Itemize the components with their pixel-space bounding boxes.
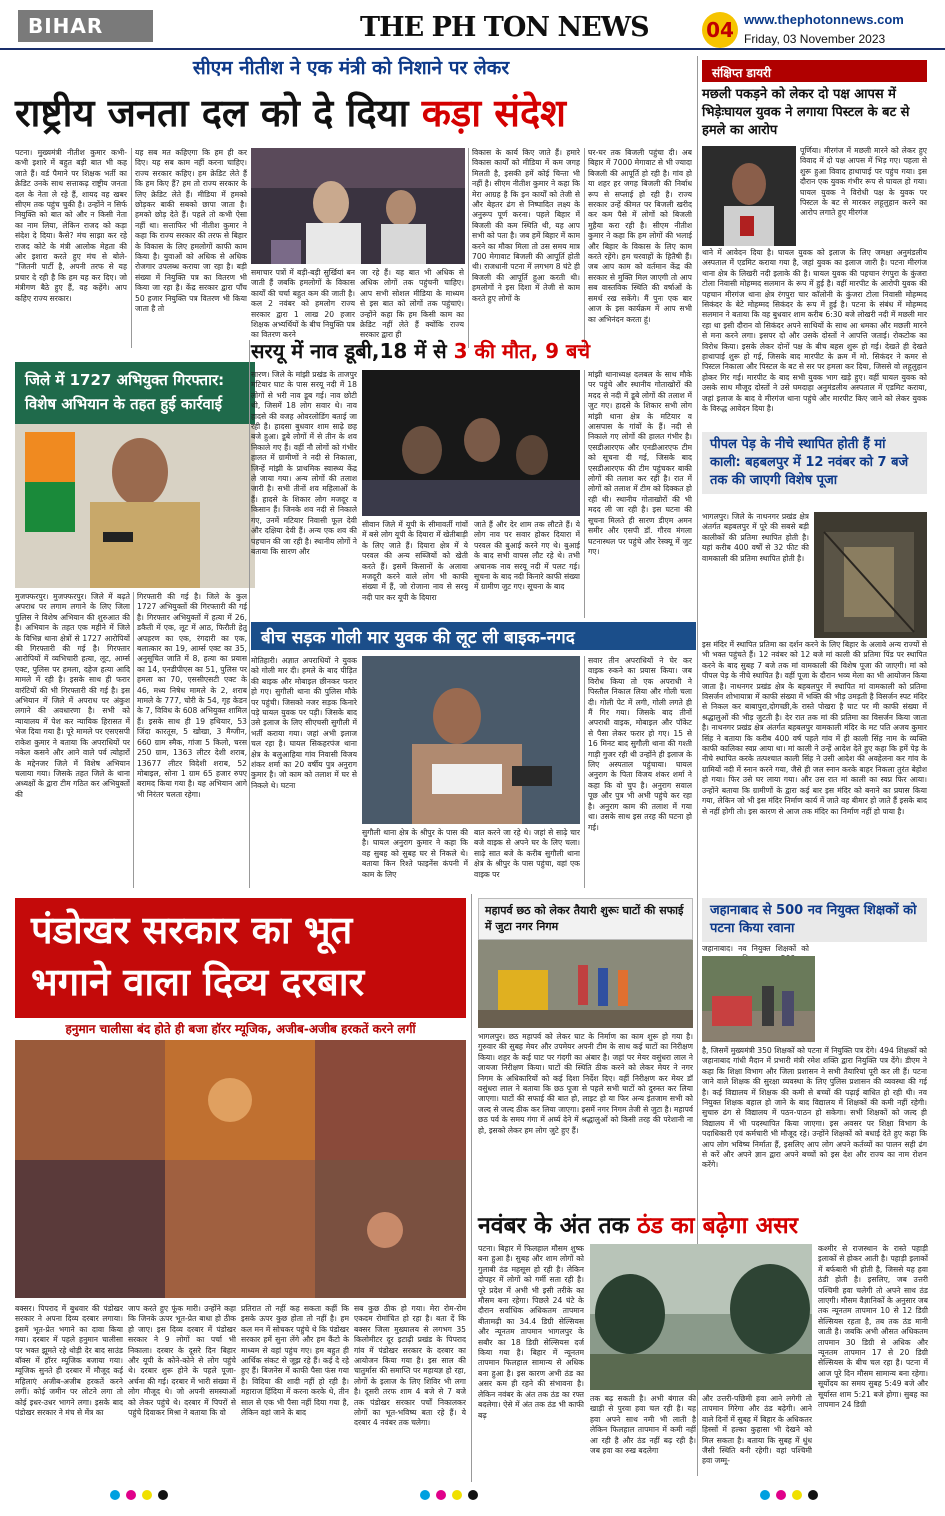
kali-temple-photo: [814, 512, 927, 638]
nitish-photo: [251, 148, 465, 264]
darbar-banner: [15, 898, 466, 1036]
darbar-photo-collage: [15, 1040, 466, 1298]
injured-youth-photo: [702, 146, 796, 246]
teachers-bus-photo: [702, 956, 815, 1042]
winter-column-1: पटना। बिहार में फिलहाल मौसम शुष्क बना हुआ है। सुबह और शाम लोगों को गुलाबी ठंड महसूस हो रही है। लेकिन दोपहर में लोगों को गर्मी सता रही है। पूरे प्रदेश में अभी भी इसी तरीके का मौसम बना रहेगा। पिछले 24 घंटे के दौरान सर्वाधिक अधिकतम तापमान बीतामढ़ी का 34.4 डिग्री सेल्सियस और न्यूनतम तापमान भागलपुर के सबौर का 18 डिग्री सेल्सियस दर्ज किया गया है। बिहार में न्यूनतम तापमान फिलहाल सामान्य से अधिक बना हुआ है। इस कारण अभी ठंड का असर कम ही रहने की संभावना है। लेकिन नवंबर के अंत तक ठंड का रफ्त बदलेगा। ऐसे में अंत तक ठंड भी काफी बढ़: [478, 1244, 584, 1420]
story2-headline-line2: विशेष अभियान के तहत हुई कार्रवाई: [25, 395, 223, 413]
story2-headline-line1: जिले में 1727 अभियुक्त गिरफ्तार:: [25, 371, 225, 389]
winter-column-5: कश्मीर से राजस्थान के रास्ते पहाड़ी इलाकों से होकर आती है। पहाड़ी इलाकों में बर्फबारी भी होती है, जिससे यह हवा ठंडी होती है। इसलिए, जब उत्तरी पश्चिमी हवा चलेगी तो अपने साथ ठंड लाएगी। मौसम वैज्ञानिकों के अनुसार जब तक न्यूनतम तापमान 10 से 12 डिग्री सेल्सियस रहता है, तब तक ठंड मानी जाती है। जबकि अभी औसत अधिकतम तापमान 30 डिग्री से अधिक और न्यूनतम तापमान 17 से 20 डिग्री सेल्सियस के बीच चल रहा है। पटना में आज पूरे दिन मौसम सामान्य बना रहेगा। सूर्योदय का समय सुबह 5:49 बजे और सूर्यास्त शाम 5:21 बजे होगा। सुबह का तापमान 24 डिग्री: [818, 1244, 928, 1410]
section-tag: BIHAR: [18, 10, 153, 42]
shooting-column-4: सवार तीन अपराधियों ने घेर कर वाइक रुकने का प्रयास किया। जब विरोध किया तो एक अपराधी ने पिस्तौल निकाल लिया और गोली चला दी। गोली पेट में लगी, गोली लगते ही मैं गिर गया। जिसके बाद तीनों अपराधी वाइक, मोबाइल और पॉकेट से पैसा लेकर फरार हो गए। 15 से 16 मिनट बाद सुगौली थाना की गश्ती गाड़ी गुजर रही थी उन्होंने ही इलाज के लिए अस्पताल पहुंचाया। घायल अनुराग के पिता विजय शंकर शर्मा ने कहा कि वो चुप है। अनुराग सवाल पूछ और पुत्र भी अभी पहुंचे कर रहा है। अनुराग काम की तलाश में गया था। उसके साथ इस तरह की घटना हो गई।: [588, 656, 692, 832]
shooting-column-2: सुगौली थाना क्षेत्र के श्रीपुर के पास की है। घायल अनुराग कुमार ने कहा कि वह सुबह को सुबह घर से निकले थे। बताया किन रिश्ते फाइनेंस कंपनी में काम के लिए: [362, 828, 468, 879]
boat-column-1: सारण। जिले के मांझी प्रखंड के ताजपुर मटियार घाट के पास सरयू नदी में 18 लोगों से भरी नाव डूब गई। नाव छोटी थी, जिसमें 18 लोग सवार थे। नाव हादसे की वजह ओवरलोडिंग बताई जा रही है। हादसा बुधवार शाम साढ़े छह बजे हुआ। डूबे लोगों में से तीन के शव निकाले गए हैं। वहीं नौ लोगों को गंभीर हालत में ग्रामीणों ने नदी से निकाला, जिन्हें मांझी के प्राथमिक स्वास्थ्य केंद्र ले जाया गया। अन्य लोगों की तलाश जारी है। सभी तीनों शव महिलाओं के हैं। हादसे के शिकार लोग मजदूर व किसान हैं। जिनके शव नदी से निकाले गए, उनमें मटियार निवासी फूल देवी और दक्षिया देवी हैं। अन्य एक शव की पहचान की जा रही है। स्थानीय लोगों ने बताया कि सारण और: [251, 370, 357, 556]
darbar-column-2: जाप करते हुए फूंक मारी। उन्होंने कहा कि जिनके ऊपर भूत-प्रेत बाधा हो ठीक हो जाए। इस दिव्य दरबार में पंडोखर सरकार ने 9 लोगों का पर्चा भी निकाला। दरबार के दूसरे दिन बिहार और यूपी के कोने-कोने से लोग पहुंचे थे। दरबार शुरू होने के पहले पूजा-अर्चना की गई। दरबार में भारी संख्या में लोग मौजूद थे। जो अपनी समस्याओं को लेकर पहुंचे थे। दरबार में पिपरों से पहुंचे दिवाकर मिश्रा ने बताया कि वो: [128, 1304, 236, 1418]
injured-victim-photo: [362, 656, 580, 824]
story1-kicker: सीएम नीतीश ने एक मंत्री को निशाने पर लेकर: [192, 57, 510, 79]
brief2-text-b: इस मंदिर में स्थापित प्रतिमा का दर्शन करने के लिए बिहार के अलावे अन्य राज्यों से भी भक्त पहुंचते हैं। 12 नवंबर को 12 बजे मां काली की प्रतिमा पिंड पर स्थापित करने के बाद सुबह 7 बजे तक मां वामकाली की विशेष पूजा की जाएगी। मां को पीपल पेड़ के नीचे स्थापित है। वहीं पूजा के दौरान भव्य मेला का भी आयोजन किया जाता है। नाथनगर प्रखंड क्षेत्र के बहबलपुर में स्थापित मां वामकाली को प्रतिमा विसर्जन शोभायात्रा में काफी संख्या में भक्ति की भीड़ उमड़ती है विसर्जन स्पट मंदिर से निकल कर बाबापुरा,दोगच्छी,के रास्ते पोखरा है घाट पर मी काफी संख्या में श्रद्धालुओं की भीड़ जुटती है। देर रात तक मां की प्रतिमा का विसर्जन किया जाता है। नाथनगर प्रखंड क्षेत्र अंतर्गत बहबलपुर वामकाली मंदिर के मट पति अजय कुमार सिंह ने बताया कि करीब 400 वर्ष पहले गांव में ही काली सिंह नाम के व्यक्ति काफी कालिका स्वप्न आया था। मां काली ने उन्हें आदेश देते हुए कहा कि हमें पेड़ के नीचे स्थापित करके तत्पश्चात काली सिंह ने उसी आदेश की अवहेलना कर गांव के ग्रामियों नदी में स्नान करने गया, जैसे ही जल स्नान करके बाहर निकला तुरंत बेहोश हो गया। फिर उसे घर लाया गया। और उस रात मां काली का स्वप्न फिर आया। उन्होंने बताया कि ग्रामीणों के द्वारा कई बार इस मंदिर को बनाने का प्रयास किया गया, लेकिन जो भी इस मंदिर निर्माण कार्य में जाते वह बीमार हो जाते हैं इसके बाद से नहीं होगी तो। इस कारण से आज तक मंदिर का निर्माण नहीं हो पाया है।: [702, 640, 927, 816]
shooting-column-1: मोतिहारी। अज्ञात अपराधियों ने युवक को गोली मार दी। हमले के बाद पीड़ित की बाइक और मोबाइल छीनकर फरार हो गए। सुगौली थाना की पुलिस मौके पर पहुंची। जिसको नजर सड़क किनारे पड़े घायल युवक पर पड़ी। जिसके बाद उसे इलाज के लिए सीएचसी सुगौली में भर्ती कराया गया। जहां अभी इलाज चल रहा है। घायल सिकहरपंज थाना क्षेत्र के बलुआहिया गांव निवासी विजय शंकर शर्मा का 20 वर्षीय पुत्र अनुराग कुमार है। जो काम को तलाश में घर से निकले थे। घटना: [251, 656, 357, 790]
boat-column-2: सीवान जिले में यूपी के सीमावर्ती गांवों में बसे लोग यूपी के दियारा में खेतीबाड़ी के लिए जाते हैं। दियारा क्षेत्र में ये परवल की अन्य सब्जियों को खेती करते हैं। इसमें किसानों के अलावा मजदूरी करने वाले लोग भी काफी संख्या में हैं, जो रोजाना नाव से सरयू नदी पार कर यूपी के दियारा: [362, 520, 468, 602]
winter-headline-red: ठंड का बढ़ेगा असर: [637, 1213, 799, 1239]
winter-column-4: और उत्तरी-पछिमी हवा आने लगेगी तो तापमान गिरेगा और ठंड बढ़ेगी। आने वाले दिनों में सुबह में बिहार के अधिकतर हिस्सों में हल्का कुहासा भी देखने को मिल सकता है। बताया कि सुबह में धुंध जैसी स्थिति बनी रहेगी। वहां पश्चिमी हवा जम्मू-: [702, 1394, 812, 1466]
story1-column-4: जा रहे हैं। यह बात भी अधिक से अधिक लोगों तक पहुंचनी चाहिए। आप सभी सोशल मीडिया के माध्यम से इस बात को लोगों तक पहुंचाएं। उन्होंने कहा कि हम किसी काम का क्रेडिट नहीं लेते हैं क्योंकि राज्य सरकार द्वारा ही: [360, 268, 464, 340]
story1-headline: [15, 86, 693, 138]
darbar-column-4: सब कुछ ठीक हो गया। मेरा रोम-रोम एकदम रोमांचित हो रहा है। बता दें कि बक्सर जिला मुख्यालय से लगभग 35 किलोमीटर दूर इटाढ़ी प्रखंड के पिपराद गांव में पंडोखर सरकार के दरबार का आयोजन किया गया है। इस साल की चातुर्मास की समाप्ति पर महायज्ञ हो रहा, लोगों के इलाज के लिए शिविर भी लगा है। दूसरी तरफ शाम 4 बजे से 7 बजे तक पंडोखर सरकार पर्चों निकालकर लोगों का भूत-भविष्य बता रहे हैं। ये दरबार 4 नवंबर तक चलेगा।: [354, 1304, 466, 1428]
story1-column-1: पटना। मुख्यमंत्री नीतीश कुमार कभी-कभी इशारे में बहुत बड़ी बात भी कह जाते हैं। वर्ड पैमाने पर शिक्षक भर्ती का क्रेडिट उनके साथ सत्ताकढ़ राष्ट्रीय जनता दल के नेता ले रहे हैं, शायद वह खबर सीएम तक पहुंच चुकी है। उन्होंने न सिर्फ नियुक्ति को बात को और न किसी नेता का नाम लिया, लेकिन राजद को कड़ा संदेश दे दिया। कैसे? मंच साझा कर रहे राजद कोटे के मंत्री आलोक मेहता की ओर इशारा करते हुए मंच से बोले- "जितनी पार्टी है, अपनी तरफ से यह प्रचार दे रही है कि हम यह कर दिए। जो मंत्रीगण बैठे हुए हैं, वह कहेंगे। आप कहिए राज्य सरकार।: [15, 148, 127, 303]
story1-headline-black: राष्ट्रीय जनता दल को दे दिया: [15, 90, 409, 135]
darbar-headline-line2: भगाने वाला दिव्य दरबार: [31, 960, 365, 1004]
registration-marks-right: [760, 1490, 818, 1500]
brief1-headline: मछली पकड़ने को लेकर दो पक्ष आपस में भिड़ेःघायल युवक ने लगाया पिस्टल के बट से हमले का आरोप: [702, 87, 910, 138]
brief2-text-a: भागलपुर। जिले के नाथनगर प्रखंड क्षेत्र अंतर्गत बहबलपुर में पूरे की सबसे बड़ी कालीकों की प्रतिमा स्थापित होती है। यहां करीब 400 वर्षों से 32 फीट की वामकाली की प्रतिमा स्थापित होती है।: [702, 512, 809, 563]
brief3-text-a: जहानाबाद। नव नियुक्त शिक्षकों को: [702, 944, 809, 953]
boat-headline-black: सरयू में नाव डूबी,18 में से: [251, 339, 447, 363]
darbar-column-3: प्रतिरात तो नहीं कह सकता कहीं कि इसके ऊपर कुछ होता तो नहीं है। हम कल मन में सोचकर पहुंचे थे कि पंडोखर सरकार हमें सुना लेंगे और हम कैंटो के माध्यम से वहां पहुंच गए। हम बहुत ही आर्थिक संकट से जूझ रहे हैं। कई दे रहे हुए हैं। बिजनेस में काफी पैसा फंस गया है। विदिया की शादी नहीं हो रही है। महाराज हिंदिया में करना करके थे, तीन साल से एक भी पैसा नहीं दिया गया है, लेकिन वहां जाने के बाद: [241, 1304, 349, 1418]
winter-column-3: तक बढ़ सकती है। अभी बंगाल की खाड़ी से पुरवा हवा चल रही है। यह हवा अपने साथ नमी भी लाती है लेकिन फिलहाल तापमान में कमी नहीं आ रही है और ठंड नहीं बढ़ रही है। जब हवा का रुख बदलेगा: [590, 1394, 696, 1456]
boat-rescue-photo: [362, 370, 580, 516]
story1-column-6: घर-घर तक बिजली पहुंचा दी। अब बिहार में 7000 मेगावाट से भी ज्यादा बिजली की आपूर्ति हो रही है। गांव हो या शहर हर जगह बिजली की निर्बाध रूप से सप्लाई हो रही है। राज्य सरकार उन्हें कीमत पर बिजली खरीद कर कम पैसे में लोगों को बिजली मुहैया करा रही है। सीएम नीतीश कुमार ने कहा कि हम लोगों की भलाई और बिहार के विकास के लिए काम करते रहेंगे। हम चरवाहों के हितैषी हैं। जब आप काम को वर्तमान केंद्र की सरकार से मुक्ति मिल जाएगी तो आप सब वास्तविक स्थिति की वर्षाओं के समर्थ रख सकेंगे। मैं पुनः एक बार आज के इस कार्यक्रम में आप सभी का अभिनंदन करता हूं।: [588, 148, 692, 324]
chhath-text: भागलपुर। छठ महापर्व को लेकर घाट के निर्माण का काम शुरू हो गया है। गुरुवार की सुबह मेयर और उपमेयर अपनी टीम के साथ कई घाटों का निरीक्षण किया। शहर के कई घाट पर गंदगी का अंबार है। जहां पर मेयर वसुंधरा लाल ने जायजा निरीक्षण किया। घाटों की स्थिति ठीक करने को लेकर मेयर ने नगर निगम के अधिकारियों को कई दिशा निर्देश दिए। वहीं निरीक्षण कर मेयर डॉ वसुंधरा लाल ने बताया कि छठ पूजा से पहले सभी घाटों को दुरुस्त कर लिया जाएगा। घाटों की सफाई की बात हो, लाइट हो या फिर अन्य इंतजाम सभी को जल्द से जल्द ठीक कर लिया जाएगा। इसमें नगर निगम तेजी से जुटा है। महापर्व छठ पर्व के समय गंगा में अर्घ्य देने में श्रद्धालुओं को किसी तरह की परेशानी ना हो, इसको लेकर हम लोग जुटे हुए हैं।: [478, 1032, 693, 1135]
diary-label: संक्षिप्त डायरी: [702, 60, 927, 82]
shooting-headline: बीच सड़क गोली मार युवक की लूट ली बाइक-नगद: [251, 622, 696, 650]
story1-column-5: विकास के कार्य किए जाते हैं। हमारे विकास कार्यों को मीडिया में कम जगह मिलती है, इसकी हमें कोई चिन्ता भी नहीं है। सीएम नीतीश कुमार ने कहा कि मेरा आग्रह है कि इन कार्यों को तेजी से और बेहतर ढंग से निष्पादित लक्ष्य के अनुरूप पूर्ण करना। पहले बिहार में बिजली की कम स्थिति थी, यह आप सभी को पता है। जब हमें बिहार में काम करने का मौका मिला तो उस समय मात्र 700 मेगावाट बिजली की आपूर्ति होती थी। राजधानी पटना में लगभग 8 घंटे ही बिजली की आपूर्ति हुआ करती थी। हमलोगों ने इस दिशा में तेजी से काम करते हुए लोगों के: [472, 148, 580, 303]
darbar-headline-line1: पंडोखर सरकार का भूत: [31, 908, 353, 952]
column-rule: [249, 340, 250, 888]
column-rule: [133, 592, 134, 888]
winter-headline: [478, 1208, 928, 1240]
story2-headline-box: [15, 362, 255, 424]
brief2-headline: पीपल पेड़ के नीचे स्थापित होती हैं मां काली: बहबलपुर में 12 नवंबर को 7 बजे तक की जाएगी विशेष पूजा: [702, 432, 927, 494]
shooting-column-3: बात करने जा रहे थे। जहां से साढ़े चार बजे वाइक से अपने घर के लिए चला। साढ़े सात बजे के करीब सुगौली थाना क्षेत्र के श्रीपुर के पास पहुंचा, वहां एक वाइक पर: [474, 828, 580, 879]
page-number-badge: 04: [702, 12, 738, 48]
column-rule: [584, 370, 585, 618]
brief3-text-a-right: [814, 956, 927, 1042]
chhath-headline: महापर्व छठ को लेकर तैयारी शुरूः घाटों की सफाई में जुटा नगर निगम: [478, 898, 693, 940]
site-link[interactable]: www.thephotonnews.com: [744, 12, 904, 27]
boat-column-4: मांझी थानाध्यक्ष दलबल के साथ मौके पर पहुंचे और स्थानीय गोताखोरों की मदद से नदी में डूबे लोगों की तलाश में जुट गए। हादसे के शिकार सभी लोग मांझी थाना क्षेत्र के मटियार व आसपास के गांवों के हैं। नदी से निकाले गए लोगों की हालत गंभीर है। एसडीआरएफ और एनडीआरएफ टीम को सूचना दी गई, जिसके बाद एसडीआरएफ की टीम पहुंचकर बाकी लोगों की तलाश कर रही है। रात में लोगों को तलाश में टीम को दिक्कत हो रही थी। स्थानीय गोताखोरों की भी मदद ली जा रही है। इस घटना की सूचना मिलते ही सारण डीएम अमन समीर और एसपी डॉ. गौरव मंगला घटनास्थल पर पहुंचे और रेस्क्यू में जुट गए।: [588, 370, 692, 556]
registration-marks-center: [420, 1490, 478, 1500]
winter-headline-black: नवंबर के अंत तक: [478, 1213, 630, 1239]
column-rule: [584, 656, 585, 888]
boat-headline: [251, 337, 696, 364]
chhath-ghat-photo: [478, 940, 693, 1028]
column-rule: [471, 894, 472, 1482]
column-rule: [468, 148, 469, 348]
masthead: [0, 0, 945, 50]
column-rule: [131, 148, 132, 348]
brief1-text-b: थाने में आवेदन दिया है। घायल युवक को इलाज के लिए जमक्षा अनुमंडलीय अस्पताल में एडमिट कराया गया है, जहां युवक का इलाज जारी है। पटना मीरगंज थाना क्षेत्र के लिखरी नदी इलाके की है। घायल युवक की पहचान रंगपुरा के कुंजरा टोला निवासी मोहम्मद सलमान के रूप में हुई है। वहीं मारपीट के आरोपी युवक की पहचान मीरगंज थाना क्षेत्र रंगपुरा चार कॉलोनी के कुंजरा टोला निवासी मोहम्मद सिकंदर के बेटे मोहम्मद सिकंदर के रूप में हुई है। पटना के संबंध में मोहम्मद सलमान ने बताया कि वह बुधवार शाम करीब 6:30 बजे लोखरी नदी में मछली मार रहा था इसी दौरान वो सिकंदर अपने साथियों के साथ आ धमका और मछली मारने से मना करने लगा। इसपर दो और उसके दोस्तों ने आपत्ति जताई। रोकटोक का विरोध किया। इसके लेकर दोनों पक्ष के बीच बहस शुरू हो गई। देखते ही देखते हाथापाई शुरू हो गई, जिसके बाद मारपीट के क्रम में मो. सिकंदर ने कमर से पिस्टल निकाला और पिस्टल के बट से सर पर हमला कर दिया, जिससे वो लहूलुहान होकर गिर गई। मारपीट के बाद सभी युवक भाग खड़े हुए। वहीं घायल युवक को उसके साथ मौजूद दोस्तों ने उसे घमदाहा अनुमंडलीय अस्पताल में एडमिट कराया, जहां इलाज के बाद वे मीरगंज थाना पहुंचे और मारपीट किए जाने को लेकर युवक के विरुद्ध आवेदन दिया है।: [702, 248, 927, 414]
brand-logo: THE PH TON NEWS: [360, 12, 649, 43]
fog-photo: [590, 1244, 812, 1390]
brief1-text-a: पूर्णिया। मीरगंज में मछली मारने को लेकर हुए विवाद में दो पक्ष आपस में भिड़ गए। पहला से शुरू हुआ विवाद हाथापाई पर पहुंच गया। इस दौरान एक युवक गंभीर रूप से घायल हो गया। घायल युवक ने विरोधी पक्ष के युवक पर पिस्टल के बट से मारकर लहूलुहान करने का आरोप लगाते हुए मीरगंज: [800, 146, 927, 218]
story2-column-1: मुजफ्फरपुर। मुजफ्फरपुर। जिले में बढ़ते अपराध पर लगाम लगाने के लिए जिला पुलिस ने विशेष अभियान की शुरुआत की है। अभियान के तहत एक महीने में जिले के विभिन्न थाना क्षेत्रों से 1727 आरोपियों की गिरफ्तारी की गई है। गिरफ्तार आरोपियों में व्यभिचारी हत्या, लूट, आर्म्स एक्ट, पुलिस पर हमला, दहेज हत्या आदि मामले में रही है। इसके साथ ही फरार वारंटियों की भी गिरफ्तारी की गई है। इस अभियान में जिले में अपराध पर अंकुश लगाने की अवधारणा है। सभी को न्यायालय में पेश कर न्यायिक हिरासत में भेज दिया गया है। पूरे मामले पर एसएसपी राकेश कुमार ने बताया कि अपराधियों पर नकेल कसने और आने वाले पर्व त्योहारों के मद्देनजर जिले में विशेष अभियान चलाया गया। जिसके तहत जिले के थाना अध्यक्षों के द्वारा टीम गठित कर अभियुक्तों की: [15, 592, 130, 799]
story1-headline-red: कड़ा संदेश: [421, 90, 566, 135]
story1-column-2: यह सब मत कहिएगा कि हम ही कर दिए। यह सब काम नहीं करना चाहिए। राज्य सरकार कहिए। हम क्रेडिट लेते हैं कि हम किए हैं? हम तो राज्य सरकार के लिए क्रेडिट लेते हैं। मीडिया में हमको छोड़कर बाकी सबको छापा जाता है। हमको छोड़ देते हैं। पहले तो कभी ऐसा नहीं था। सत्ताफिर भी नीतीश कुमार ने कहा कि राज्य सरकार की तरफ से बिहार के विकास के लिए हमलोगों काफी काम किया है। युवाओं को अधिक से अधिक रोजगार उपलब्ध कराया जा रहा है। बड़ी संख्या में नियुक्ति पत्र का वितरण भी किया जा रहा है। केंद्र सरकार द्वारा पाँच 50 हजार नियुक्ति पत्र वितरण भी किया जाता है तो: [135, 148, 247, 314]
edition-date: Friday, 03 November 2023: [744, 32, 886, 46]
registration-marks-left: [110, 1490, 168, 1500]
darbar-subhead: हनुमान चालीसा बंद होते ही बजा हॉरर म्यूजिक, अजीब-अजीब हरकतें करने लगीं: [65, 1022, 416, 1036]
boat-headline-red: 3 की मौत, 9 बचे: [453, 339, 591, 363]
darbar-column-1: बक्सर। पिपराद में बुधवार की पंडोखर सरकार ने अपना दिव्य दरबार लगाया। इसमें भूत-प्रेत भगाने का दावा किया गया। दरबार में पहले हनुमान चालीसा पर भक्त झूमते रहे थोड़ी देर बाद साउंड बॉक्स में हॉरर म्यूजिक बजाया गया। म्यूजिक सुनते ही दरबार में मौजूद कई महिलाएं अजीब-अजीब हरकतें करने लगीं। कोई जमीन पर लोटने लगा तो कोई इधर-उधर भागने लगा। इसके बाद पंडोखर सरकार ने मंच से मेंत्र का: [15, 1304, 123, 1418]
brief3-text-b: है, जिसमें मुख्यमंत्री 350 शिक्षकों को पटना में नियुक्ति पत्र देंगे। 494 शिक्षकों को जहानाबाद गांधी मैदान में प्रभारी मंत्री रमेश शक्ति द्वारा नियुक्ति पत्र देंगे। डीएम ने कहा कि शिक्षा विभाग और जिला प्रशासन ने सभी तैयारियां पूरी कर ली हैं। पटना जाने वाले शिक्षक की सुरक्षा व्यवस्था के लिए पुलिस प्रशासन की व्यवस्था की गई है। कई विद्यालय में शिक्षक की कमी से बच्चों की पढ़ाई बाधित हो रही थी। नव नियुक्त शिक्षक बहाल हो जाने के बाद विद्यालय में शिक्षकों की कमी नहीं रहेगी। सुचारु ढंग से विद्यालय में पठन-पाठन हो सकेगा। सभी शिक्षकों को जल्द ही विद्यालय में भी पदस्थापित किया जाएगा। इस अवसर पर शिक्षा विभाग के पदाधिकारी एवं कर्मचारी भी मौजूद रहे। उन्होंने शिक्षकों को बधाई देते हुए कहा कि आप लोग भविष्य निर्माता हैं, इसलिए आप लोग अपने कर्तव्यों का पालन सही ढंग से करें और अपने ज्ञान द्वारा अपने बच्चों को इस देश और राज्य का नाम रोशन करेंगे।: [702, 1046, 927, 1170]
brief3-headline: जहानाबाद से 500 नव नियुक्त शिक्षकों को पटना किया रवाना: [702, 898, 927, 942]
story1-column-3: समाचार पत्रों में बड़ी-बड़ी सुर्खियां बन जाती हैं जबकि हमलोगों के विकास कार्यों की चर्चा बहुत कम की जाती है। कल 2 नवंबर को हमलोग राज्य सरकार द्वारा 1 लाख 20 हजार शिक्षक अभ्यर्थियों के बीच नियुक्ति पत्र का वितरण करने: [251, 268, 355, 340]
story2-column-2: गिरफ्तारी की गई है। जिले के कुल 1727 अभियुक्तों की गिरफ्तारी की गई है। गिरफ्तार अभियुक्तों में हत्या में 26, डकैती में एक, लूट में आठ, फिरौती हेतु अपहरण का एक, रंगदारी का एक, बलात्कार का 19, आर्म्स एक्ट का 35, अनुसूचित जाति में 8, हत्या का प्रयास का 14, एनडीपीएस का 51, पुलिस पर हमला का 70, एससीएसटी एक्ट के 46, मध्य निषेध मामले के 2, शराब मामले के 777, चोरी के 54, गृह केडन के 7, विविध के 608 अभियुक्त शामिल हैं। इसके साथ ही 19 हथियार, 53 जिंदा कारतूस, 5 खोखा, 3 मैग्जीन, 660 ग्राम स्मैक, गांजा 5 किलो, चरस 250 ग्राम, 1363 लीटर देशी शराब, 13677 लीटर विदेशी शराब, 52 मोबाइल, सोना 1 ग्राम 65 हजार रुपए बरामद किया गया है। यह अभियान आगे भी निरंतर चलता रहेगा।: [137, 592, 247, 799]
boat-column-3: जाते हैं और देर शाम तक लौटते हैं। ये लोग नाव पर सवार होकर दियारा में परवल की बुआई करने गए थे। बुआई के बाद सभी वापस लौट रहे थे। तभी अचानक नाव सरयू नदी में पलट गई। सूचना के बाद नदी किनारे काफी संख्या में ग्रामीण जुट गए। सूचना के बाद: [474, 520, 580, 592]
column-rule: [584, 148, 585, 348]
